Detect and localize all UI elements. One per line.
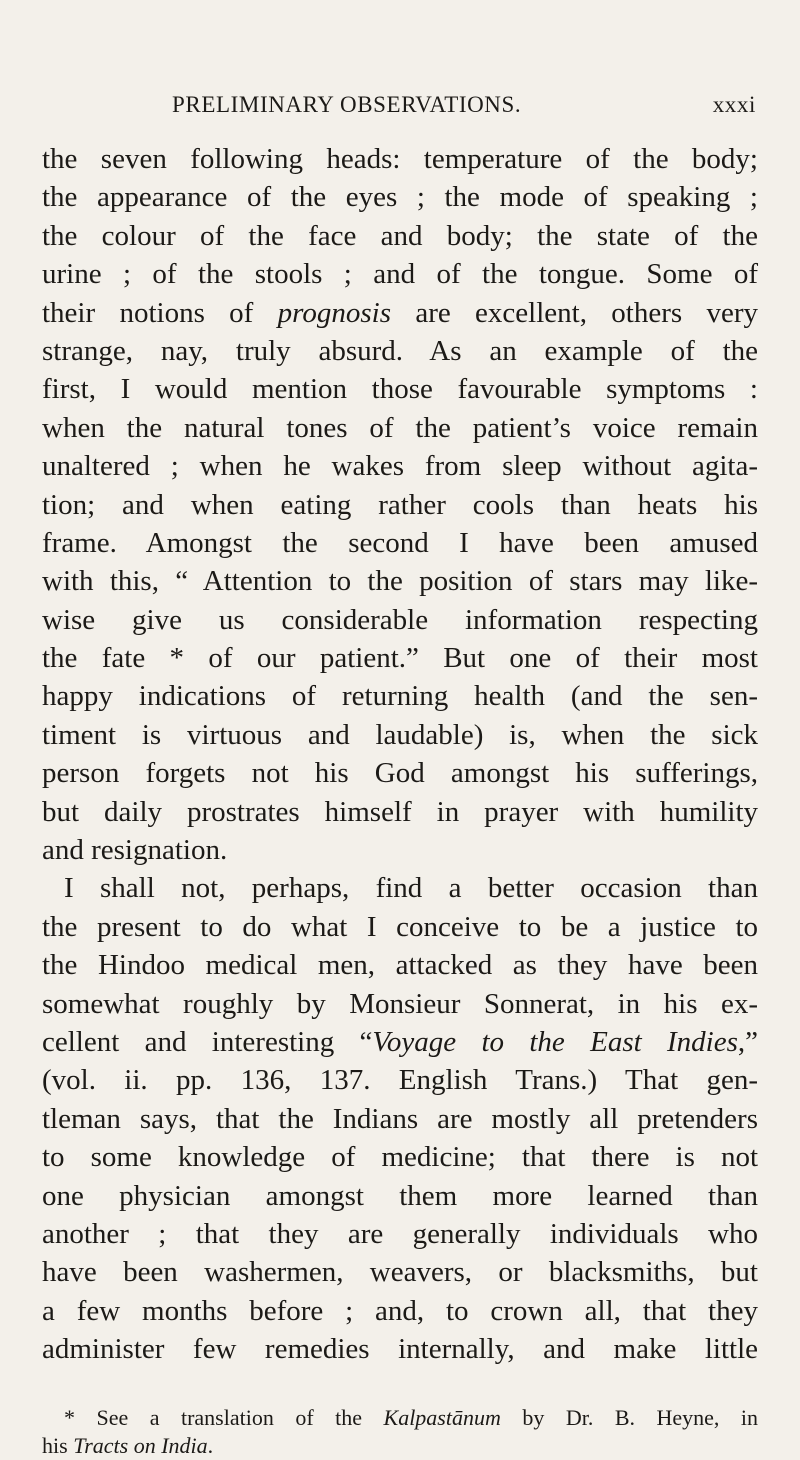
text-line: wise give us considerable information respecting <box>42 603 758 636</box>
body-text <box>42 140 758 1369</box>
text-line: the Hindoo medical men, attacked as they have been <box>42 949 758 982</box>
text-fragment: by Dr. B. Heyne, in <box>500 1405 758 1430</box>
text-line <box>42 294 758 332</box>
text-line: the colour of the face and body; the state of the <box>42 219 758 252</box>
text-line: frame. Amongst the second I have been amused <box>42 526 758 559</box>
text-fragment: their notions of <box>42 296 278 329</box>
text-fragment: ,” <box>737 1025 758 1058</box>
text-line: timent is virtuous and laudable) is, when the sick <box>42 718 758 751</box>
text-line: (vol. ii. pp. 136, 137. English Trans.) That gen- <box>42 1064 758 1097</box>
text-fragment: . <box>207 1433 214 1458</box>
italic-title: Kalpastānum <box>383 1405 501 1430</box>
text-line: the appearance of the eyes ; the mode of speaking ; <box>42 181 758 214</box>
text-line: person forgets not his God amongst his sufferings, <box>42 757 758 790</box>
text-line: I shall not, perhaps, find a better occasion than <box>64 872 758 905</box>
text-line: but daily prostrates himself in prayer with humility <box>42 795 758 828</box>
text-line: a few months before ; and, to crown all, that they <box>42 1294 758 1327</box>
text-line: the fate * of our patient.” But one of their most <box>42 642 758 675</box>
text-line: administer few remedies internally, and make little <box>42 1333 758 1366</box>
footnote-line <box>42 1404 758 1432</box>
text-line: unaltered ; when he wakes from sleep without agita- <box>42 450 758 483</box>
text-line: the seven following heads: temperature of the body; <box>42 143 758 175</box>
footnote <box>42 1404 758 1460</box>
footnote-line <box>42 1432 758 1460</box>
text-fragment: his <box>42 1433 74 1458</box>
text-fragment: cellent and interesting “ <box>42 1025 373 1058</box>
italic-term: prognosis <box>277 296 392 329</box>
italic-title: Voyage to the East Indies <box>372 1025 738 1058</box>
running-title: PRELIMINARY OBSERVATIONS. <box>172 92 522 117</box>
text-line: urine ; of the stools ; and of the tongue. Some of <box>42 258 758 291</box>
text-line: happy indications of returning health (and the sen- <box>42 680 758 713</box>
text-line <box>42 1023 758 1061</box>
text-line: strange, nay, truly absurd. As an example of the <box>42 334 758 367</box>
text-line: tleman says, that the Indians are mostly all pretenders <box>42 1102 758 1135</box>
text-line: one physician amongst them more learned than <box>42 1179 758 1212</box>
text-line: and resignation. <box>42 834 228 867</box>
text-line: have been washermen, weavers, or blacksmiths, but <box>42 1256 758 1289</box>
text-line: when the natural tones of the patient’s voice remain <box>42 411 758 444</box>
text-line: first, I would mention those favourable symptoms : <box>42 373 758 406</box>
text-line: to some knowledge of medicine; that there is not <box>42 1141 758 1174</box>
text-line: the present to do what I conceive to be a justice to <box>42 910 758 943</box>
text-fragment: * See a translation of the <box>64 1405 384 1430</box>
text-line: with this, “ Attention to the position of stars may like- <box>42 565 758 598</box>
text-line: somewhat roughly by Monsieur Sonnerat, in his ex- <box>42 987 758 1020</box>
page-number: xxxi <box>712 92 756 117</box>
page-header <box>172 92 756 126</box>
italic-title: Tracts on India <box>73 1433 208 1458</box>
text-line: tion; and when eating rather cools than heats his <box>42 488 758 521</box>
text-fragment: are excellent, others very <box>391 296 759 329</box>
text-line: another ; that they are generally individuals who <box>42 1217 758 1250</box>
